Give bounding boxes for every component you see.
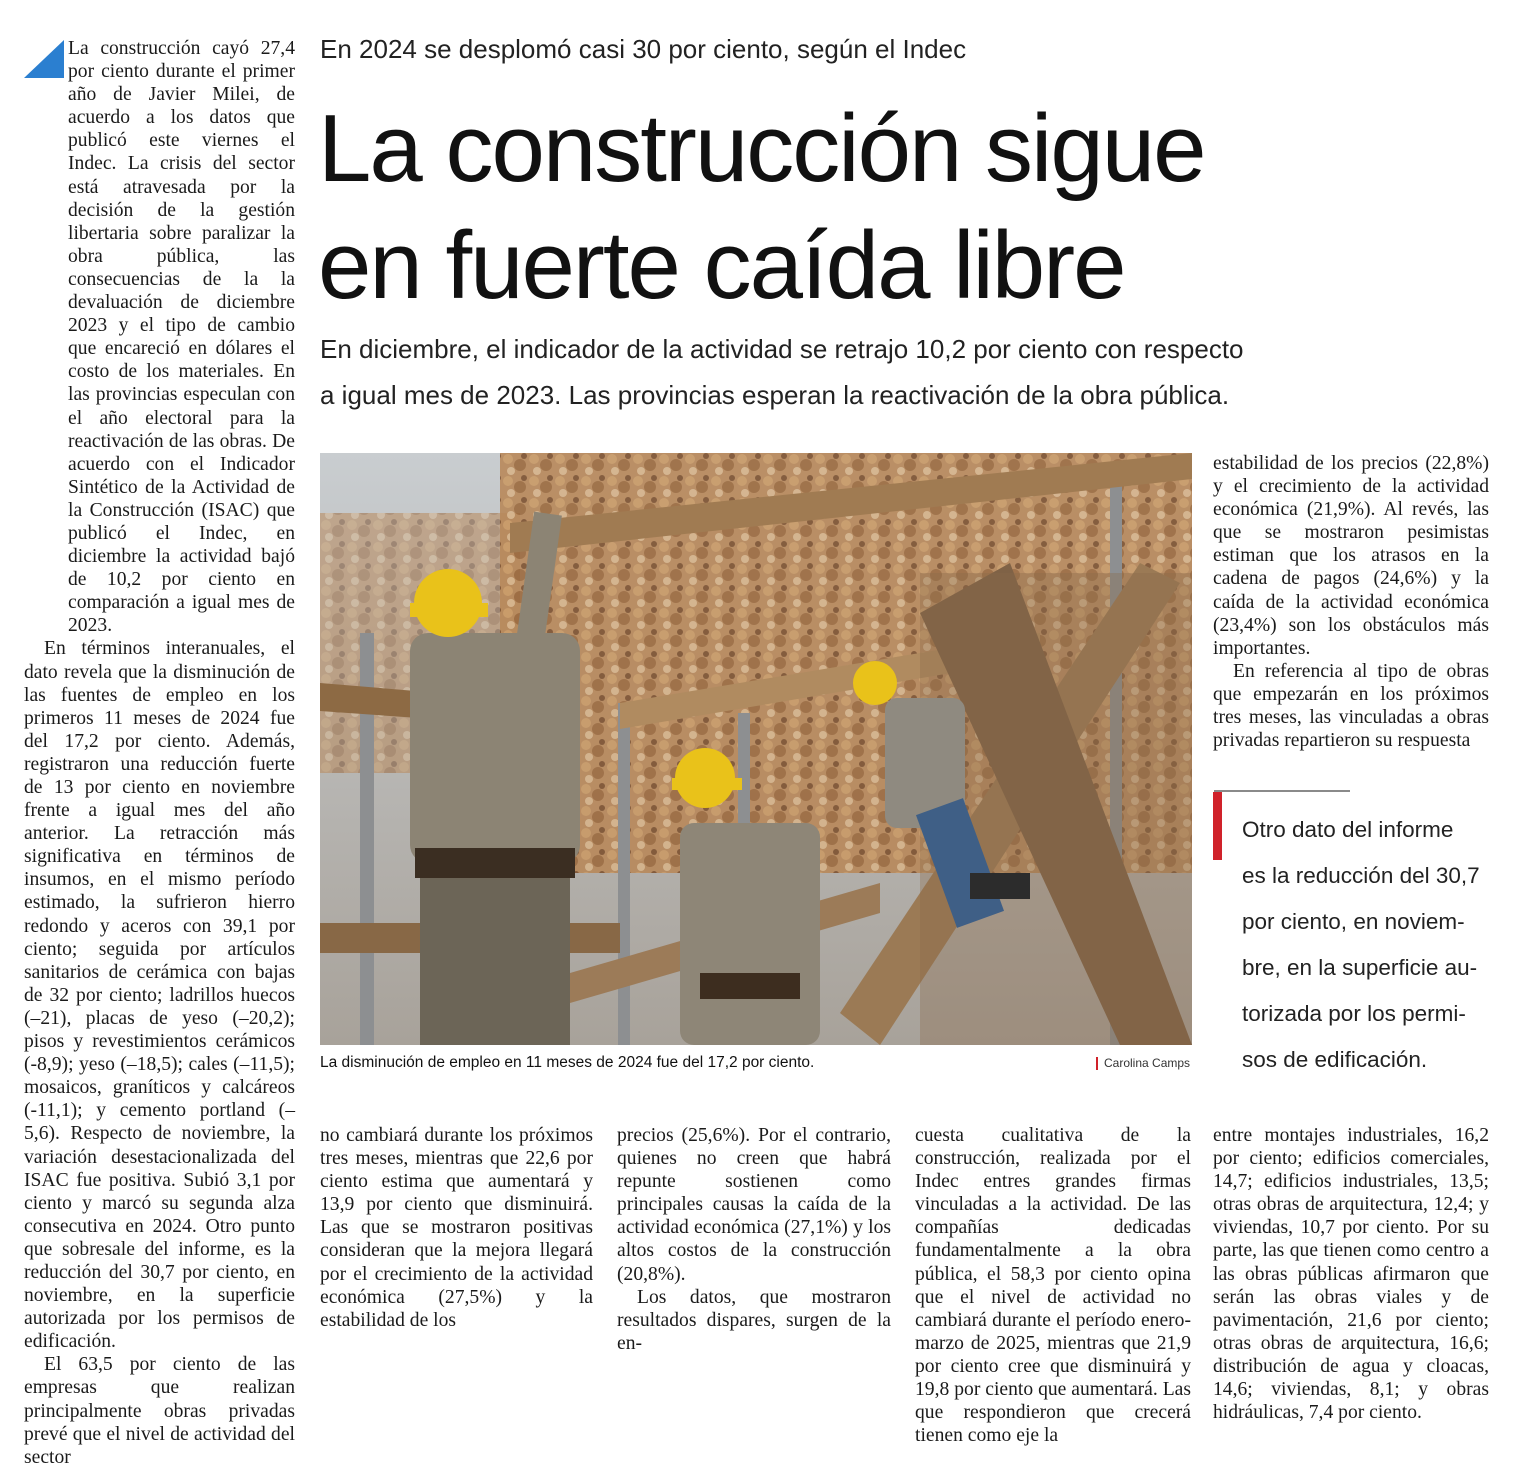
article-paragraph: En referencia al tipo de obras que empezarán en los próximos tres meses, las vinculadas a obras privadas repartieron su respuesta [1213,660,1489,752]
article-column-right-top [1213,452,1489,752]
subheadline [320,326,1380,418]
article-paragraph: precios (25,6%). Por el contrario, quienes no creen que habrá repunte sostienen como principales causas la caída de la actividad económica (27,1%) y los altos costos de la construcción (20,8%). [617,1125,891,1285]
article-column-4 [915,1124,1191,1447]
subheadline-line: a igual mes de 2023. Las provincias esperan la reactivación de la obra pública. [320,380,1230,410]
pullquote-line: torizada por los permi- [1242,1001,1466,1026]
article-paragraph: estabilidad de los precios (22,8%) y el crecimiento de la actividad económica (21,9%). Al revés, las que se mostraron pesimistas estiman que los atrasos en la cadena de pagos (24,6%) y la caída de la actividad económica (23,4%) son los obstáculos más importantes. [1213,453,1489,659]
photo-credit [1096,1056,1190,1070]
article-column-3 [617,1124,891,1355]
article-paragraph: entre montajes industriales, 16,2 por ciento; edificios comerciales, 14,7; edificios industriales, 13,5; otras obras de arquitectura, 12,4; y viviendas, 10,7 por ciento. Por su parte, las que tienen como centro a las obras públicas afirmaron que serán las obras viales y de pavimentación, 21,6 por ciento; otras obras de arquitectura, 16,6; distribución de agua y cloacas, 14,6; viviendas, 8,1; y obras hidráulicas, 7,4 por ciento. [1213,1125,1489,1424]
photo-credit-text: Carolina Camps [1104,1056,1191,1070]
pullquote-accent-bar [1213,792,1222,860]
pullquote-line: Otro dato del informe [1242,817,1454,842]
pullquote-line: bre, en la superficie au- [1242,955,1478,980]
article-photo [320,453,1192,1045]
pullquote-line: sos de edificación. [1242,1047,1428,1072]
headline [318,90,1418,324]
article-paragraph-lead: La construcción cayó 27,4 por ciento durante el primer año de Javier Milei, de acuerdo a los datos que publicó este viernes el Indec. La crisis del sector está atravesada por la decisión de la gestión libertaria sobre paralizar la obra pública, las consecuencias de la la devaluación de diciembre 2023 y el tipo de cambio que encareció en dólares el costo de los materiales. En las provincias especulan con el año electoral para la reactivación de las obras. De acuerdo con el Indicador Sintético de la Actividad de la Construcción (ISAC) que publicó el Indec, en diciembre la actividad bajó de 10,2 por ciento en comparación a igual mes de 2023. [68,38,295,637]
headline-line: en fuerte caída libre [318,212,1125,319]
credit-marker [1096,1057,1098,1070]
article-paragraph: El 63,5 por ciento de las empresas que realizan principalmente obras privadas prevé que el nivel de actividad del sector [24,1354,295,1468]
pullquote-rule [1214,790,1350,792]
article-paragraph: Los datos, que mostraron resultados dispares, surgen de la en- [617,1286,891,1354]
pullquote [1242,807,1502,1083]
photo-caption: La disminución de empleo en 11 meses de 2024 fue del 17,2 por ciento. [320,1054,815,1071]
article-column-1 [24,37,295,1469]
article-paragraph: no cambiará durante los próximos tres meses, mientras que 22,6 por ciento estima que aumentará y 13,9 por ciento que disminuirá. Las que se mostraron positivas consideran que la mejora llegará por el crecimiento de la actividad económica (27,5%) y la estabilidad de los [320,1125,593,1331]
subheadline-line: En diciembre, el indicador de la actividad se retrajo 10,2 por ciento con respecto [320,334,1244,364]
headline-line: La construcción sigue [318,95,1205,202]
kicker: En 2024 se desplomó casi 30 por ciento, según el Indec [320,34,967,64]
article-paragraph: En términos interanuales, el dato revela que la disminución de las fuentes de empleo en los primeros 11 meses de 2024 fue del 17,2 por ciento. Además, registraron una reducción fuerte de 13 por ciento en noviembre frente a igual mes del año anterior. La retracción más significativa en términos de insumos, en el mismo período estimado, la sufrieron hierro redondo y aceros con 39,1 por ciento; seguida por artículos sanitarios de cerámica con bajas de 32 por ciento; ladrillos huecos (–21), placas de yeso (–20,2); pisos y revestimientos cerámicos (-8,9); yeso (–18,5); cales (–11,5); mosaicos, graníticos y calcáreos (-11,1); y cemento portland (–5,6). Respecto de noviembre, la variación desestacionalizada del ISAC fue positiva. Subió 3,1 por ciento y marcó su segunda alza consecutiva en 2024. Otro punto que sobresale del informe, es la reducción del 30,7 por ciento, en noviembre, en la superficie autorizada por los permisos de edificación. [24,638,295,1353]
pullquote-line: es la reducción del 30,7 [1242,863,1480,888]
article-column-5 [1213,1124,1489,1424]
article-paragraph: cuesta cualitativa de la construcción, realizada por el Indec entres grandes firmas vinculadas a la actividad. De las compañías dedicadas fundamentalmente a la obra pública, el 58,3 por ciento opina que el nivel de actividad no cambiará durante el período enero-marzo de 2025, mientras que 21,9 por ciento cree que disminuirá y 19,8 por ciento que aumentará. Las que respondieron que crecerá tienen como eje la [915,1125,1191,1447]
article-column-2 [320,1124,593,1332]
pullquote-line: por ciento, en noviem- [1242,909,1465,934]
